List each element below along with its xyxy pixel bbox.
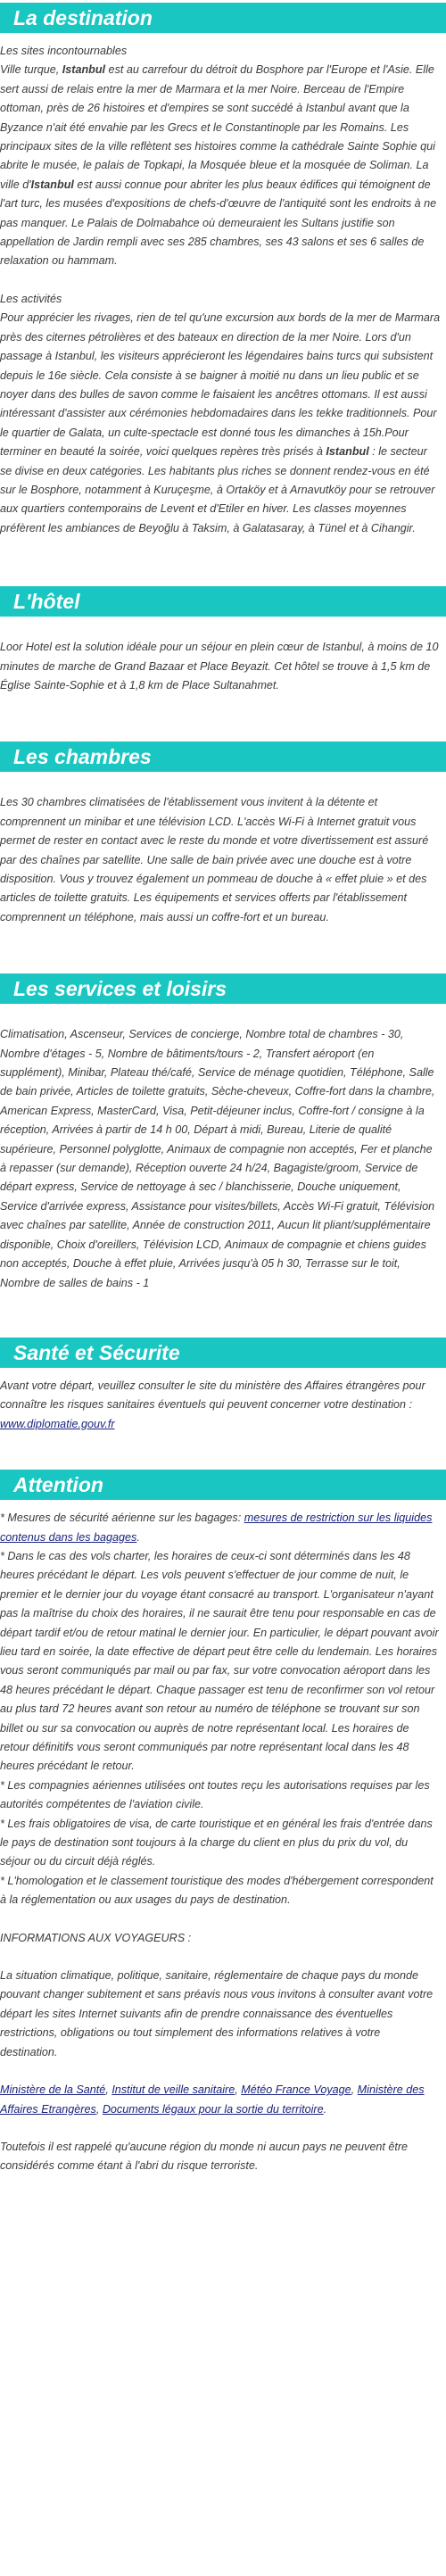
text: est au carrefour du détroit du Bosphore par l'Europe et l'Asie. Elle sert aussi de relais entre la mer de Marmara et la mer Noire. Berceau de l'Empire ottoman, près de 26 histoires et d'empires se sont succédé à Istanbul avant que la Byzance n'ait été envahie par les Grecs et le Constantinople par les Romains. Les principaux sites de la ville reflètent ses histoires comme la cathédrale Sainte Sophie qui abrite le musée, le palais de Topkapi, la Mosquée bleue et la mosquée de Soliman. La ville d' xyxy=(0,63,435,191)
sites-heading: Les sites incontournables xyxy=(0,45,128,57)
link-affaires-etrangeres[interactable]: Ministère des Affaires Etrangères xyxy=(0,2083,425,2116)
activities-heading: Les activités xyxy=(0,292,62,305)
highlight-istanbul: Istanbul xyxy=(30,178,74,191)
destination-content xyxy=(0,33,446,545)
liquids-restriction-link[interactable]: mesures de restriction sur les liquides contenus dans les bagages xyxy=(0,1512,433,1544)
homologation-paragraph: * L'homologation et le classement touristique des modes d'hébergement correspondent à la réglementation ou aux usages du pays de destination. xyxy=(0,1874,434,1907)
section-title-hotel: L'hôtel xyxy=(0,586,446,617)
security-paragraph xyxy=(0,1509,441,1547)
services-paragraph: Climatisation, Ascenseur, Services de concierge, Nombre total de chambres - 30, Nombre d'étages - 5, Nombre de bâtiments/tours - 2, Transfert aéroport (en supplément), Minibar, Plateau thé/café, Service de ménage quotidien, Téléphone, Salle de bain privée, Articles de toilette gratuits, Sèche-cheveux, Coffre-fort dans la chambre, American Express, MasterCard, Visa, Petit-déjeuner inclus, Coffre-fort / consigne à la réception, Arrivées à partir de 14 h 00, Départ à midi, Bureau, Literie de qualité supérieure, Personnel polyglotte, Animaux de compagnie non acceptés, Fer et planche à repasser (sur demande), Réception ouverte 24 h/24, Bagagiste/groom, Service de départ express, Service de nettoyage à sec / blanchisserie, Douche uniquement, Service d'arrivée express, Assistance pour visites/billets, Accès Wi-Fi gratuit, Télévision avec chaînes par satellite, Année de construction 2011, Aucun lit pliant/supplémentaire disponible, Choix d'oreillers, Télévision LCD, Animaux de compagnie et chiens guides non acceptés, Douche à effet pluie, Arrivées jusqu'à 05 h 30, Terrasse sur le toit, Nombre de salles de bains - 1 xyxy=(0,1028,435,1289)
separator: . xyxy=(323,2102,327,2116)
rooms-content xyxy=(0,772,446,934)
highlight-istanbul: Istanbul xyxy=(62,63,106,77)
text: . xyxy=(136,1530,140,1544)
companies-paragraph: * Les compagnies aériennes utilisées ont toutes reçu les autorisations requises par les autorités compétentes de l'aviation civile. xyxy=(0,1778,430,1811)
text: Avant votre départ, veuillez consulter le site du ministère des Affaires étrangères pour connaître les risques sanitaires éventuels qui peuvent concerner votre destination : xyxy=(0,1379,425,1412)
diplomatie-link[interactable]: www.diplomatie.gouv.fr xyxy=(0,1417,115,1430)
text: Ville turque, xyxy=(0,63,62,77)
separator: , xyxy=(95,2102,103,2116)
section-title-rooms: Les chambres xyxy=(0,741,446,772)
link-veille-sanitaire[interactable]: Institut de veille sanitaire xyxy=(112,2083,235,2097)
section-title-services: Les services et loisirs xyxy=(0,973,446,1004)
text: Pour apprécier les rivages, rien de tel qu'une excursion aux bords de la mer de Marmara près des citernes pétrolières et des bateaux en direction de la mer Noire. Lors d'un passage à Istanbul, les visiteurs apprécieront les légendaires bains turcs qui subsistent depuis le 16e siècle. Cela consiste à se baigner à moitié nu dans un lieu public et se noyer dans des bulles de savon comme le faisaient les ancêtres ottomans. Il est aussi intéressant d'assister aux cérémonies hebdomadaires dans les tekke traditionnels. Pour le quartier de Galata, un culte-spectacle est donné tous les dimanches à 15h.Pour terminer en beauté la soirée, voici quelques repères très prisés à xyxy=(0,311,441,459)
section-title-destination: La destination xyxy=(0,3,446,33)
link-documents-legaux[interactable]: Documents légaux pour la sortie du territoire xyxy=(102,2102,324,2116)
text: : le secteur se divise en deux catégories. Les habitants plus riches se donnent rendez-vous en été sur le Bosphore, notamment à Kuruçeşme, à Ortaköy et à Arnavutköy pour se retrouver aux quartiers contemporains de Levent et d'Etiler en hiver. Les classes moyennes préfèrent les ambiances de Beyoğlu à Taksim, à Galatasaray, à Tünel et à Cihangir. xyxy=(0,445,435,534)
hotel-paragraph: Loor Hotel est la solution idéale pour un séjour en plein cœur de Istanbul, à moins de 10 minutes de marche de Grand Bazaar et Place Beyazit. Cet hôtel se trouve à 1,5 km de Église Sainte-Sophie et à 1,8 km de Place Sultanahmet. xyxy=(0,641,439,692)
activities-paragraph xyxy=(0,309,441,538)
fees-paragraph: * Les frais obligatoires de visa, de carte touristique et en général les frais d'entrée dans le pays de destination sont toujours à la charge du client en plus du prix du vol, du séjour ou du circuit déjà réglés. xyxy=(0,1817,433,1868)
closing-paragraph: Toutefois il est rappelé qu'aucune région du monde ni aucun pays ne peuvent être considérés comme étant à l'abri du risque terroriste. xyxy=(0,2140,409,2173)
info-heading: INFORMATIONS AUX VOYAGEURS : xyxy=(0,1931,192,1944)
info-links xyxy=(0,2081,441,2119)
attention-content xyxy=(0,1500,446,2183)
health-content xyxy=(0,1368,446,1441)
section-title-health: Santé et Sécurite xyxy=(0,1338,446,1368)
info-paragraph: La situation climatique, politique, sanitaire, réglementaire de chaque pays du monde pouvant changer subitement et sans préavis nous vous invitons à consulter avant votre départ les sites Internet suivants afin de prendre connaissance des éventuelles restrictions, obligations ou tout simplement des informations relatives à votre destination. xyxy=(0,1969,434,2058)
separator: , xyxy=(105,2083,112,2097)
schedule-paragraph: * Dans le cas des vols charter, les horaires de ceux-ci sont déterminés dans les 48 heures précédant le départ. Les vols peuvent s'effectuer de jour comme de nuit, le premier et le dernier jour du voyage étant consacré au transport. L'organisateur n'ayant pas la maîtrise du choix des horaires, il ne saurait être tenu pour responsable en cas de départ tardif et/ou de retour matinal le dernier jour. En particulier, le départ pouvant avoir lieu tard en soirée, la date effective de départ peut être celle du lendemain. Les horaires vous seront communiqués par mail ou par fax, sur votre convocation aéroport dans les 48 heures précédant le départ. Chaque passager est tenu de reconfirmer son vol retour au plus tard 72 heures avant son retour au numéro de téléphone se trouvant sur son billet ou sur sa convocation ou auprès de notre représentant local. Les horaires de retour définitifs vous seront communiqués par notre représentant local dans les 48 heures précédant le retour. xyxy=(0,1549,439,1773)
link-meteo-france[interactable]: Météo France Voyage xyxy=(241,2083,351,2097)
link-ministere-sante[interactable]: Ministère de la Santé xyxy=(0,2083,106,2097)
text: est aussi connue pour abriter les plus beaux édifices qui témoignent de l'art turc, les musées d'expositions de chefs-d'œuvre de l'antiquité sont les endroits à ne pas manquer. Le Palais de Dolmabahce où demeuraient les Sultans justifie son appellation de Jardin rempli avec ses 285 chambres, ses 43 salons et ses 6 salles de relaxation ou hammam. xyxy=(0,178,437,268)
text: * Mesures de sécurité aérienne sur les bagages: xyxy=(0,1512,244,1525)
separator: , xyxy=(235,2083,242,2097)
rooms-paragraph: Les 30 chambres climatisées de l'établissement vous invitent à la détente et comprennent un minibar et une télévision LCD. L'accès Wi-Fi à Internet gratuit vous permet de rester en contact avec le reste du monde et votre divertissement est assuré par des chaînes par satellite. Une salle de bain privée avec une douche est à votre disposition. Vous y trouvez également un pommeau de douche à « effet pluie » et des articles de toilette gratuits. Les équipements et services offerts par l'établissement comprennent un téléphone, mais aussi un coffre-fort et un bureau. xyxy=(0,796,429,924)
hotel-content xyxy=(0,617,446,702)
separator: , xyxy=(351,2083,358,2097)
services-content xyxy=(0,1004,446,1300)
sites-paragraph xyxy=(0,61,441,270)
highlight-istanbul: Istanbul xyxy=(326,445,369,459)
section-title-attention: Attention xyxy=(0,1470,446,1500)
health-paragraph xyxy=(0,1377,441,1434)
